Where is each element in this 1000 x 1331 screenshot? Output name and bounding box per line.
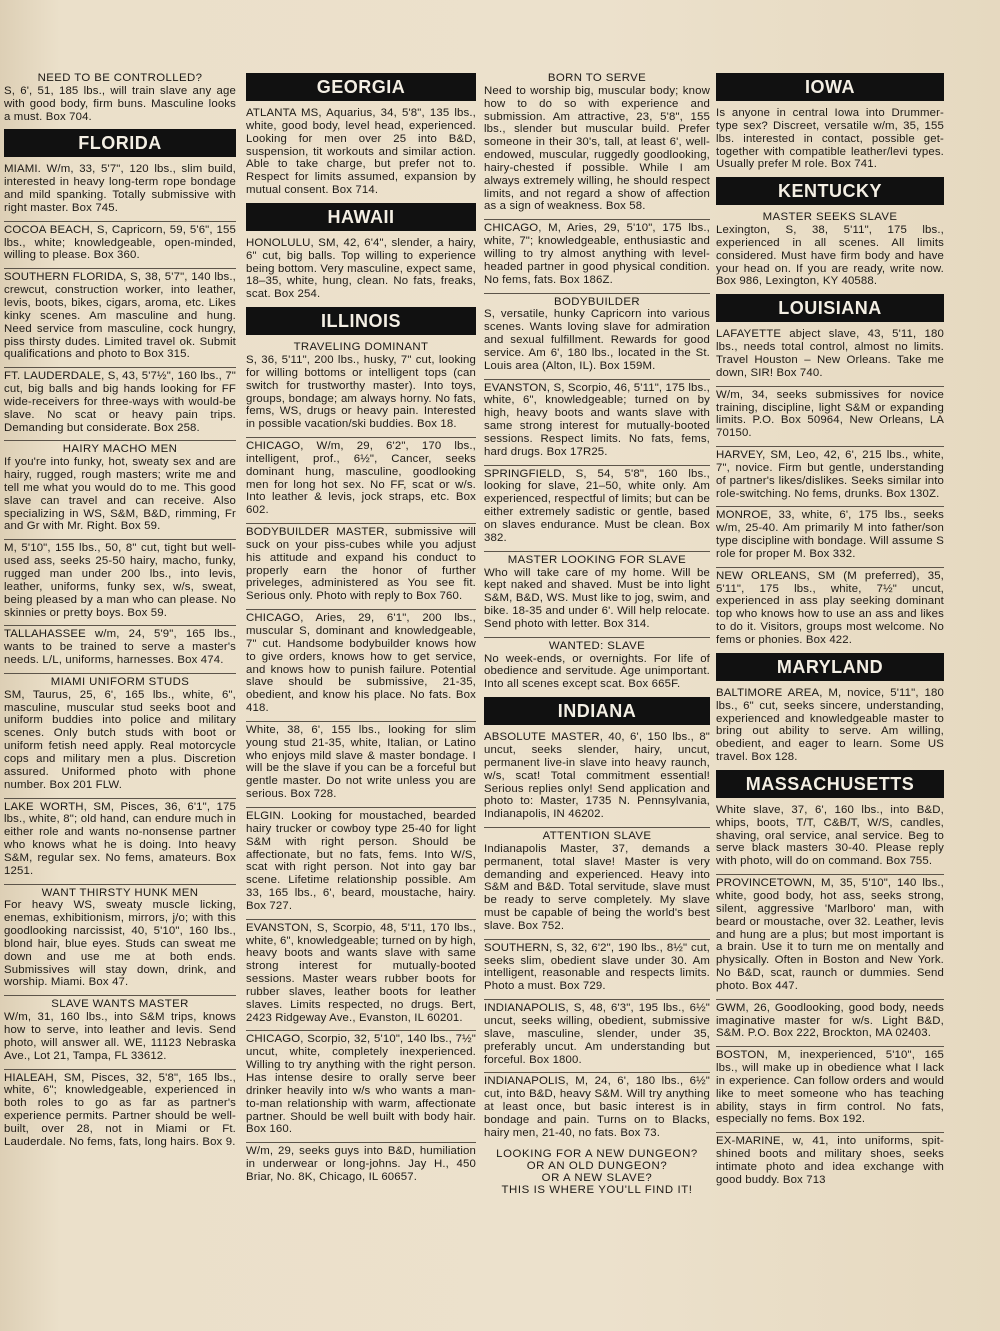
classified-ad — [4, 440, 236, 533]
classified-ad — [246, 105, 476, 197]
classified-ad — [246, 523, 476, 603]
column-4 — [716, 70, 944, 1193]
classified-ad — [484, 999, 710, 1066]
classified-ad — [4, 70, 236, 123]
ad-text: W/m, 34, seeks submissives for novice training, discipline, light S&M or expanding limits. P.O. Box 50964, New Orleans, LA 70150. — [716, 388, 944, 440]
ad-text: GWM, 26, Goodlooking, good body, needs imaginative master for w/s. Light B&D, S&M. P.O. Box 222, Brockton, MA 02403. — [716, 1001, 944, 1040]
classified-ad — [716, 1046, 944, 1126]
ad-text: SPRINGFIELD, S, 54, 5'8", 160 lbs., looking for slave, 21–50, white only. Am experienced, respectful of limits; but can be either extremely sadistic or gentle, based on slaves endurance. Must be clean. Box 382. — [484, 467, 710, 544]
promo-line: THIS IS WHERE YOU'LL FIND IT! — [501, 1183, 693, 1196]
ad-text: MONROE, 33, white, 6', 175 lbs., seeks w/m, 25-40. Am primarily M into father/son type discipline with bondage. Will assume S role for proper M. Box 332. — [716, 509, 944, 560]
ad-text: INDIANAPOLIS, S, 48, 6'3", 195 lbs., 6½" uncut, seeks willing, obedient, submissive slave, masculine, slender, under 35, preferably uncut. Am understanding but forceful. Box 1800. — [484, 1002, 710, 1066]
section-header: LOUISIANA — [716, 294, 944, 322]
ad-text: W/m, 29, seeks guys into B&D, humiliation in underwear or long-johns. Jay H., 450 Briar, No. 8K, Chicago, IL 60657. — [246, 1145, 476, 1183]
section-header: INDIANA — [484, 697, 710, 725]
ad-text: HARVEY, SM, Leo, 42, 6', 215 lbs., white, 7", novice. Firm but gentle, understanding of partner's likes/dislikes. Seeks similar into role-switching. No fems, drunks. Box 130Z. — [716, 449, 944, 500]
ad-title: BORN TO SERVE — [547, 72, 647, 84]
ad-text: LAFAYETTE abject slave, 43, 5'11, 180 lbs., needs total control, almost no limits. Travel Houston – New Orleans. Take me down, SIR! Box 740. — [716, 328, 944, 379]
ad-text: Lexington, S, 38, 5'11", 175 lbs., experienced in all scenes. All limits considered. Must have firm body and have your head on. If you are ready, write now. Box 986, Lexington, KY 40588. — [716, 224, 944, 288]
classified-ad — [4, 539, 236, 619]
ad-title: ATTENTION SLAVE — [542, 830, 652, 843]
ad-text: NEW ORLEANS, SM (M preferred), 35, 5'11", 175 lbs., white, 7½" uncut, experienced in ass play seeking dominant top who knows how to use an ass and likes to do it. Visitors, groups most welcome. No fems or phonies. Box 422. — [716, 569, 944, 646]
ad-text: S, 36, 5'11", 200 lbs., husky, 7" cut, looking for willing bottoms or intelligent tops (can switch for trustworthy master). Into toys, groups, bondage; am always horny. No fats, fems, WS, drugs or heavy pain. Interested in possible vacation/ski buddies. Box 18. — [246, 353, 476, 431]
ad-text: ABSOLUTE MASTER, 40, 6', 150 lbs., 8" uncut, seeks slender, hairy, uncut, permanent live-in slave into heavy raunch, w/s, scat! Total commitment essential! Serious replies only! Send application and photo to: Master, 1735 N. Pennsylvania, Indianapolis, IN 46202. — [484, 731, 710, 821]
classified-ad — [4, 1069, 236, 1149]
ad-text: Who will take care of my home. Will be kept naked and shaved. Must be into light S&M, B&D, WS. Must like to jog, swim, and bike. 18-35 and under 6'. Will help relocate. Send photo with letter. Box 314. — [484, 566, 710, 630]
classified-ad — [246, 1142, 476, 1184]
ad-text: EVANSTON, S, Scorpio, 48, 5'11, 170 lbs., white, 6", knowledgeable; turned on by high, heavy boots and wants slave with same strong interest for mutually-booted sessions. Master wears rubber boots for rubber slaves, leather boots for leather slaves. Limits respected, no drugs. Bert, 2423 Ridgeway Ave., Evanston, IL 60201. — [246, 921, 476, 1024]
promo-line: OR A NEW SLAVE? — [541, 1171, 653, 1184]
ad-text: EVANSTON, S, Scorpio, 46, 5'11", 175 lbs., white, 6", knowledgeable; turned on by high, heavy boots and wants slave with same strong interest for mutually-booted sessions. Respect limits. No fats, fems, hard drugs. Box 17R25. — [484, 381, 710, 458]
ad-text: For heavy WS, sweaty muscle licking, enemas, exhibitionism, mirrors, j/o; with this goodlooking narcissist, 40, 5'10", 160 lbs., blond hair, blue eyes. Studs can sweat me down and use me at both ends. Submissives will stay down, drink, and worship. Miami. Box 47. — [4, 899, 236, 989]
classified-ad — [246, 339, 476, 431]
ad-title: WANT THIRSTY HUNK MEN — [41, 886, 199, 899]
classified-ad — [4, 161, 236, 214]
classified-ad — [716, 874, 944, 993]
ad-text: BODYBUILDER MASTER, submissive will suck on your piss-cubes while you adjust his attitude and expand his conduct to properly earn the honor of further priveleges, administered as You see fit. Serious only. Photo with reply to Box 760. — [246, 526, 476, 603]
ad-text: HONOLULU, SM, 42, 6'4", slender, a hairy, 6" cut, big balls. Top willing to experience being bottom. Very masculine, expect same, 18–35, white, hung, clean. No fats, freaks, scat. Box 254. — [246, 236, 476, 301]
classified-ad — [716, 802, 944, 868]
ad-text: FT. LAUDERDALE, S, 43, 5'7½", 160 lbs., 7" cut, big balls and big hands looking for FF wide-receivers for three-ways with would-be slave. No scat or heavy pain trips. Demanding but considerate. Box 258. — [4, 370, 236, 434]
ad-title: NEED TO BE CONTROLLED? — [37, 72, 203, 84]
ad-text: SOUTHERN FLORIDA, S, 38, 5'7", 140 lbs., crewcut, construction worker, into leather, levis, boots, bikes, cigars, aroma, etc. Likes kinky scenes. Am masculine and hung. Need service from masculine, cock hungry, piss thirsty dudes. Limited travel ok. Submit qualifications and photo to Box 315. — [4, 271, 236, 361]
classified-ad — [484, 939, 710, 993]
ad-title: MIAMI UNIFORM STUDS — [50, 675, 190, 688]
ad-text: SOUTHERN, S, 32, 6'2", 190 lbs., 8½" cut, seeks slim, obedient slave under 30. Am intelligent, reasonable and respects limits. Photo a must. Box 729. — [484, 941, 710, 993]
ad-text: PROVINCETOWN, M, 35, 5'10", 140 lbs., white, good body, hot ass, seeks strong, silent, aggressive 'Marlboro' man, with beard or moustache, over 32. Leather, levis and hung are a plus; but most important is a brain. Use it to turn me on mentally and physically. Often in Boston and New York. No B&D, scat, raunch or dummies. Send photo. Box 447. — [716, 877, 944, 992]
promo-line: LOOKING FOR A NEW DUNGEON? — [496, 1147, 698, 1160]
section-header: ILLINOIS — [246, 307, 476, 335]
ad-text: S, versatile, hunky Capricorn into various scenes. Wants loving slave for admiration and sexual fulfillment. Rewards for good service. Am 6', 180 lbs., located in the St. Louis area (Alton, IL). Box 159M. — [484, 308, 710, 372]
ad-title: BODYBUILDER — [553, 295, 641, 308]
column-1 — [4, 70, 236, 1155]
ad-text: EX-MARINE, w, 41, into uniforms, spit-shined boots and military shoes, seeks intimate photo and idea exchange with good buddy. Box 713 — [716, 1135, 944, 1186]
classified-ad — [484, 219, 710, 286]
ad-text: CHICAGO, Aries, 29, 6'1", 200 lbs., muscular S, dominant and knowledgeable, 7" cut. Handsome bodybuilder knows how to give orders, knows how to get service, and knows how to punish failure. Potential slave should be submissive, 21-35, obedient, and know his place. No fats. Box 418. — [246, 612, 476, 715]
promo-line: OR AN OLD DUNGEON? — [526, 1159, 668, 1172]
ad-text: BOSTON, M, inexperienced, 5'10", 165 lbs., will make up in obedience what I lack in experience. Can follow orders and would like to meet someone who has teaching ability, stays in firm control. No fats, especially no fems. Box 192. — [716, 1049, 944, 1126]
ad-text: SM, Taurus, 25, 6', 165 lbs., white, 6", masculine, muscular stud seeks boot and uniform buddies into police and military scenes. Only butch studs with boot or uniform fetish need apply. Real motorcycle cops and military men a plus. Discretion assured. Uniformed photo with phone number. Box 201 FLW. — [4, 688, 236, 791]
promo-block — [484, 1148, 710, 1196]
classified-ad — [716, 1132, 944, 1186]
ad-text: Is anyone in central Iowa into Drummer-type sex? Discreet, versatile w/m, 35, 155 lbs. interested in contact, possible get-together with compatible leather/levi types. Usually prefer M role. Box 741. — [716, 107, 944, 171]
ad-text: ATLANTA MS, Aquarius, 34, 5'8", 135 lbs., white, good body, level head, experienced. Looking for men over 25 into B&D, suspension, tit workouts and similar action. Able to take charge, but prefer not to. Respect for limits assumed, expansion by mutual consent. Box 714. — [246, 107, 476, 197]
classified-ad — [4, 884, 236, 990]
ad-text: TALLAHASSEE w/m, 24, 5'9", 165 lbs., wants to be trained to serve a master's needs. L/L, uniforms, harnesses. Box 474. — [4, 628, 236, 667]
classified-ad — [4, 798, 236, 878]
classified-ad — [4, 221, 236, 263]
ad-title: WANTED: SLAVE — [548, 639, 646, 652]
classified-ad — [4, 995, 236, 1062]
section-header: MASSACHUSETTS — [716, 770, 944, 798]
classified-ad — [246, 1030, 476, 1136]
ad-title: HAIRY MACHO MEN — [62, 443, 178, 456]
ad-text: White, 38, 6', 155 lbs., looking for slim young stud 21-35, white, Italian, or Latino who enjoys mild slave & master bondage. I will be the slave if you can be a forceful but gentle master. Do not write unless you are serious. Box 728. — [246, 723, 476, 801]
classified-ad — [716, 999, 944, 1041]
section-header: FLORIDA — [4, 129, 236, 157]
ad-text: Indianapolis Master, 37, demands a permanent, total slave! Master is very demanding and experienced. Heavy into S&M and B&D. Total servitude, slave must be ready to serve completely. My slave must be capable of being the world's best slave. Box 752. — [484, 842, 710, 932]
classified-ad — [4, 625, 236, 667]
ad-text: BALTIMORE AREA, M, novice, 5'11", 180 lbs., 6" cut, seeks sincere, understanding, experienced and knowledgeable master to bring out ability to serve. Am willing, obedient, and eager to learn. Some US travel. Box 128. — [716, 686, 944, 764]
ad-text: If you're into funky, hot, sweaty sex and are hairy, rugged, rough masters; write me and tell me what you would do to me. This good slave can travel and can receive. Also specializing in WS, S&M, B&D, rimming, Fr and Gr with Mr. Right. Box 59. — [4, 456, 236, 533]
classified-ad — [484, 70, 710, 213]
classified-ad — [484, 637, 710, 691]
ad-text: INDIANAPOLIS, M, 24, 6', 180 lbs., 6½" cut, into B&D, heavy S&M. Will try anything at least once, but basic interest is in bondage and pain. Turns on to Blacks, hairy men, 21-40, no fats. Box 73. — [484, 1075, 710, 1139]
classified-ad — [4, 673, 236, 792]
classified-ad — [246, 609, 476, 715]
section-header: IOWA — [716, 73, 944, 101]
ad-title: TRAVELING DOMINANT — [293, 341, 429, 354]
classified-ad — [484, 465, 710, 545]
ad-text: W/m, 31, 160 lbs., into S&M trips, knows how to serve, into leather and levis. Send photo, will answer all. WE, 11123 Nebraska Ave., Lot 21, Tampa, FL 33612. — [4, 1011, 236, 1062]
classified-ad — [484, 379, 710, 459]
classified-ad — [246, 721, 476, 801]
ad-text: MIAMI. W/m, 33, 5'7", 120 lbs., slim build, interested in heavy long-term rope bondage and mild spanking. Totally submissive with right master. Box 745. — [4, 163, 236, 214]
classified-ad — [484, 1072, 710, 1139]
ad-text: LAKE WORTH, SM, Pisces, 36, 6'1", 175 lbs., white, 8"; old hand, can endure much in either role and wants no-nonsense partner who knows what he is doing. Into heavy S&M, regular sex. No fems, amateurs. Box 1251. — [4, 800, 236, 877]
ad-text: S, 6', 51, 185 lbs., will train slave any age with good body, firm buns. Masculine looks a must. Box 704. — [4, 84, 236, 123]
ad-text: ELGIN. Looking for moustached, bearded hairy trucker or cowboy type 25-40 for light S&M with right person. Should be affectionate, but no fats, fems. Into W/S, scat with right person. Not into gay bar scene. Lifetime relationship possible. Am 33, 165 lbs., 6', beard, moustache, hairy. Box 727. — [246, 809, 476, 912]
ad-text: COCOA BEACH, S, Capricorn, 59, 5'6", 155 lbs., white; knowledgeable, open-minded, willing to please. Box 360. — [4, 223, 236, 262]
ad-text: White slave, 37, 6', 160 lbs., into B&D, whips, boots, T/T, C&B/T, W/S, candles, shaving, oral service, anal service. Beg to serve black masters 30-40. Please reply with photo, will do on command. Box 755. — [716, 803, 944, 868]
column-3 — [484, 70, 710, 1196]
ad-text: CHICAGO, Scorpio, 32, 5'10", 140 lbs., 7½" uncut, white, completely inexperienced. Willing to try anything with the right person. Has intense desire to orally serve beer drinker heavily into w/s who wants a man-to-man relationship with warm, affectionate partner. Should be well built with body hair. Box 160. — [246, 1033, 476, 1136]
section-header: MARYLAND — [716, 653, 944, 681]
section-header: HAWAII — [246, 203, 476, 231]
ad-text: M, 5'10", 155 lbs., 50, 8" cut, tight but well-used ass, seeks 25-50 hairy, macho, funky, rugged man under 200 lbs., into levis, leather, uniforms, funky sex, w/s, sweat, being pleased by a man who can please. No skinnies or pretty boys. Box 59. — [4, 542, 236, 619]
section-header: GEORGIA — [246, 73, 476, 101]
ad-text: HIALEAH, SM, Pisces, 32, 5'8", 165 lbs., white, 6"; knowledgeable, experienced in both roles to go as far as partner's experience permits. Partner should be well-built, over 28, not in Miami or Ft. Lauderdale. No fems, fats, long hairs. Box 9. — [4, 1071, 236, 1148]
ad-title: MASTER LOOKING FOR SLAVE — [507, 553, 687, 566]
column-2 — [246, 70, 476, 1190]
ad-title: MASTER SEEKS SLAVE — [762, 211, 898, 224]
classified-ad — [484, 551, 710, 631]
ad-text: CHICAGO, W/m, 29, 6'2", 170 lbs., intelligent, prof., 6½", Cancer, seeks dominant hung, masculine, goodlooking men for long hot sex. No FF, scat or w/s. Into leather & levis, jock straps, etc. Box 602. — [246, 440, 476, 517]
classified-ad — [4, 367, 236, 434]
classified-ad — [716, 105, 944, 171]
classified-ad — [246, 437, 476, 517]
classified-ad — [716, 685, 944, 764]
classified-ad — [716, 326, 944, 379]
section-header: KENTUCKY — [716, 177, 944, 205]
classified-ad — [716, 209, 944, 288]
classified-ad — [246, 235, 476, 301]
classified-ad — [484, 293, 710, 373]
classified-ad — [716, 446, 944, 500]
ad-text: Need to worship big, muscular body; know how to do so with experience and submission. Am attractive, 23, 5'8", 155 lbs., slender but muscular build. Prefer someone in their 30's, tall, at least 6', well-endowed, muscular, ruggedly goodlooking, hairy-chested if possible. While I am always extremely willing, he should respect limits, and not regard a show of affection as a sign of weakness. Box 58. — [484, 84, 710, 213]
classified-ad — [246, 807, 476, 913]
ad-text: No week-ends, or overnights. For life of obedience and servitude. Age unimportant. Into all scenes except scat. Box 665F. — [484, 652, 710, 691]
classified-ad — [484, 729, 710, 821]
classified-ad — [716, 567, 944, 647]
classified-ad — [716, 386, 944, 440]
classified-ad — [484, 827, 710, 933]
ad-title: SLAVE WANTS MASTER — [51, 998, 189, 1011]
ad-text: CHICAGO, M, Aries, 29, 5'10", 175 lbs., white, 7"; knowledgeable, enthusiastic and willing to try almost anything with level-headed partner in good physical condition. No fems, fats. Box 186Z. — [484, 222, 710, 286]
classified-ad — [4, 268, 236, 361]
classified-ad — [716, 506, 944, 560]
classified-ad — [246, 919, 476, 1025]
